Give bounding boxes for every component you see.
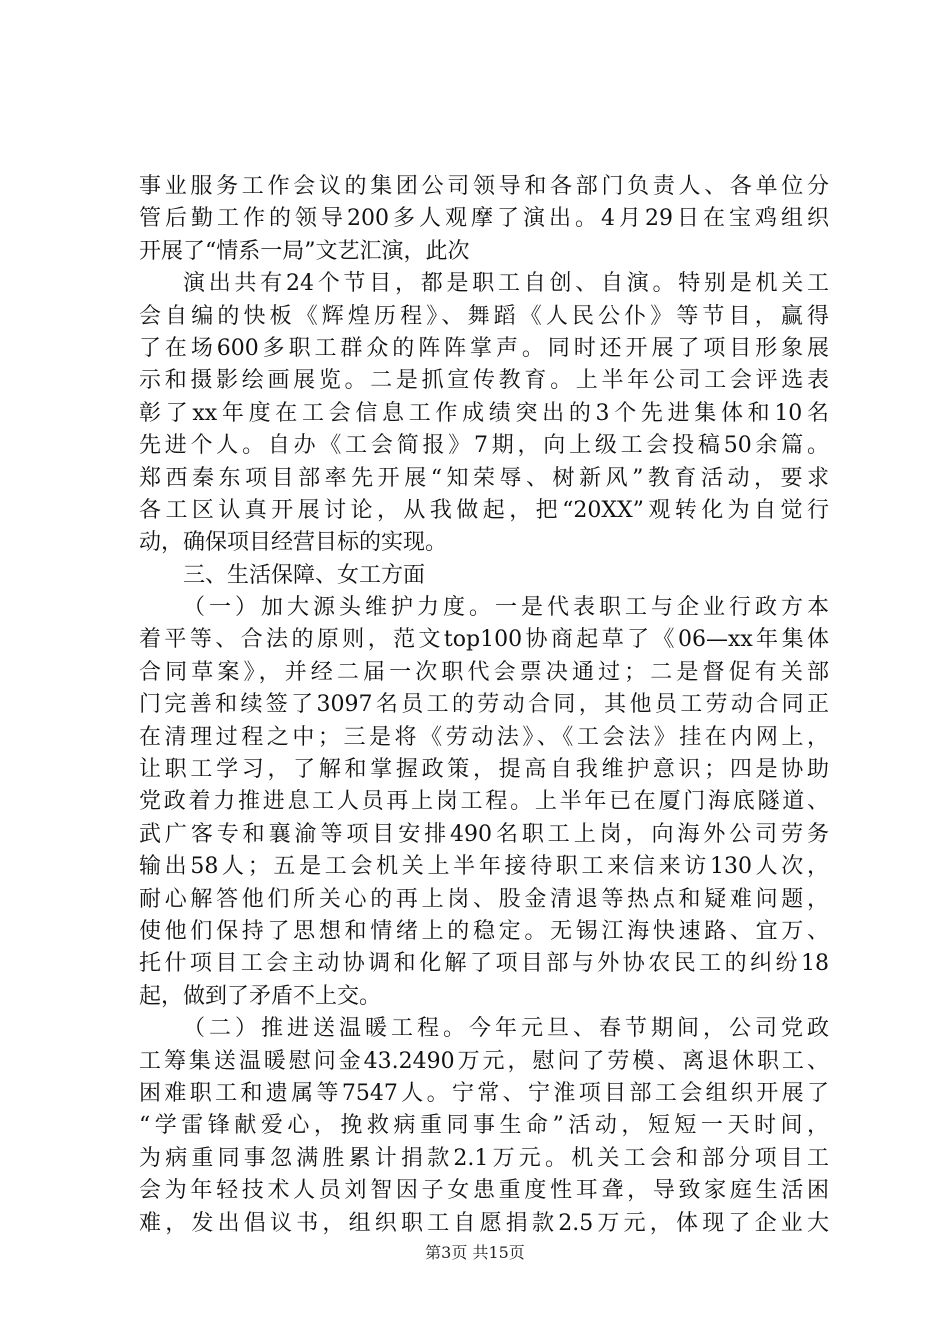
text-line: 工筹集送温暖慰问金43.2490万元，慰问了劳模、离退休职工、 [139,1048,829,1074]
text-line: 托什项目工会主动协调和化解了项目部与外协农民工的纠纷18 [139,951,829,977]
text-line: （二）推进送温暖工程。今年元旦、春节期间，公司党政 [183,1016,829,1042]
text-line: 困难职工和遗属等7547人。宁常、宁淮项目部工会组织开展了 [139,1080,829,1106]
text-line: 党政着力推进息工人员再上岗工程。上半年已在厦门海底隧道、 [139,789,829,815]
text-line: 动，确保项目经营目标的实现。 [139,530,448,556]
text-line: 为病重同事忽满胜累计捐款2.1万元。机关工会和部分项目工 [139,1145,829,1171]
page-footer: 第3页 共15页 [425,1243,525,1262]
text-line: 示和摄影绘画展览。二是抓宣传教育。上半年公司工会评选表 [139,368,829,394]
text-line: 管后勤工作的领导200多人观摩了演出。4月29日在宝鸡组织 [139,206,829,232]
text-line: 耐心解答他们所关心的再上岗、股金清退等热点和疑难问题， [139,886,829,912]
text-line: 着平等、合法的原则，范文top100协商起草了《06—xx年集体 [139,627,829,653]
text-line: 演出共有24个节目，都是职工自创、自演。特别是机关工 [183,271,829,297]
text-line: 武广客专和襄渝等项目安排490名职工上岗，向海外公司劳务 [139,821,829,847]
text-line: “学雷锋献爱心，挽救病重同事生命”活动，短短一天时间， [139,1113,829,1139]
text-line: （一）加大源头维护力度。一是代表职工与企业行政方本 [183,595,829,621]
text-line: 合同草案》，并经二届一次职代会票决通过；二是督促有关部 [139,659,829,685]
text-line: 输出58人；五是工会机关上半年接待职工来信来访130人次， [139,854,829,880]
text-line: 开展了“情系一局”文艺汇演，此次 [139,238,470,264]
document-body [139,171,829,1240]
text-line: 会为年轻技术人员刘智因子女患重度性耳聋，导致家庭生活困 [139,1178,829,1204]
text-line: 起，做到了矛盾不上交。 [139,983,382,1009]
text-line: 难，发出倡议书，组织职工自愿捐款2.5万元，体现了企业大 [139,1210,829,1236]
text-line: 郑西秦东项目部率先开展“知荣辱、树新风”教育活动，要求 [139,465,829,491]
text-line: 会自编的快板《辉煌历程》、舞蹈《人民公仆》等节目，赢得 [139,303,829,329]
text-line: 使他们保持了思想和情绪上的稳定。无锡江海快速路、宜万、 [139,918,829,944]
text-line: 门完善和续签了3097名员工的劳动合同，其他员工劳动合同正 [139,692,829,718]
text-line: 让职工学习，了解和掌握政策，提高自我维护意识；四是协助 [139,757,829,783]
text-line: 彰了xx年度在工会信息工作成绩突出的3个先进集体和10名 [139,400,829,426]
text-line: 在清理过程之中；三是将《劳动法》、《工会法》挂在内网上， [139,724,829,750]
text-line: 三、生活保障、女工方面 [183,562,426,588]
text-line: 了在场600多职工群众的阵阵掌声。同时还开展了项目形象展 [139,335,829,361]
text-line: 先进个人。自办《工会简报》7期，向上级工会投稿50余篇。 [139,433,829,459]
text-line: 事业服务工作会议的集团公司领导和各部门负责人、各单位分 [139,174,829,199]
text-line: 各工区认真开展讨论，从我做起，把“20XX”观转化为自觉行 [139,497,829,523]
